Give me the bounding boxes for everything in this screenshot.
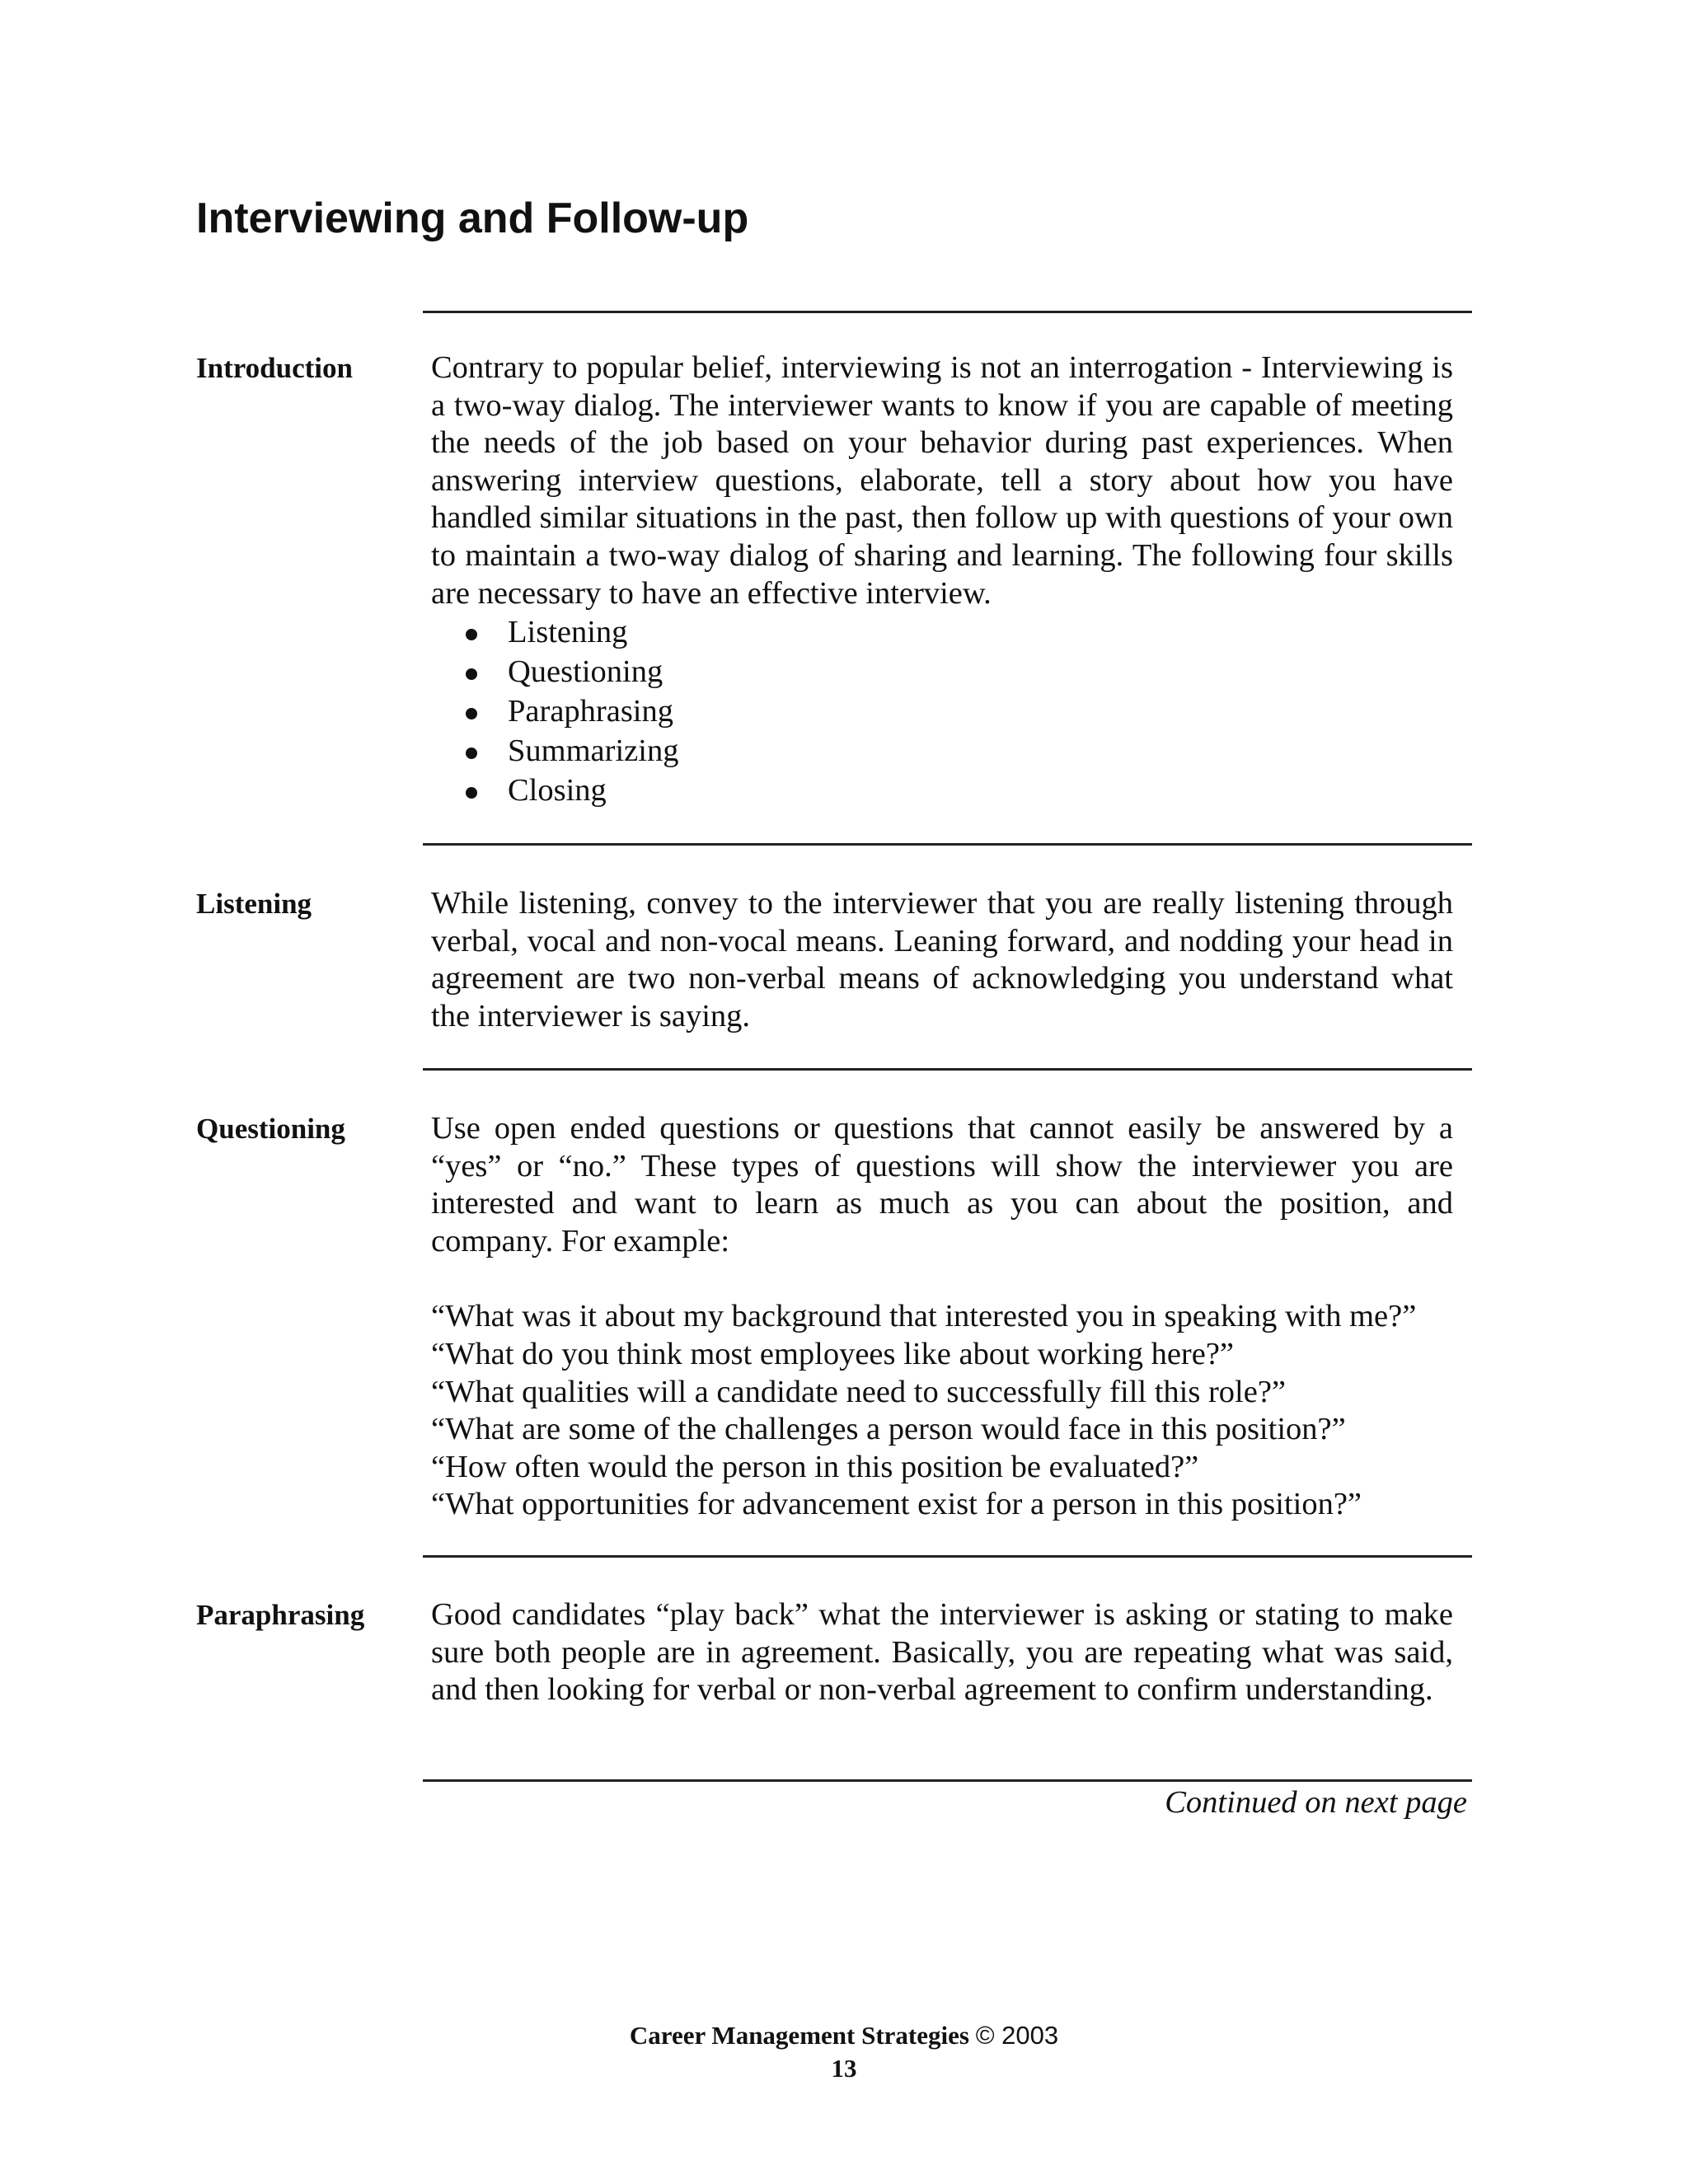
section-divider (423, 1779, 1472, 1782)
example-question: “What opportunities for advancement exist for a person in this position?” (431, 1487, 1362, 1522)
continued-note: Continued on next page (1165, 1785, 1467, 1820)
list-item: Summarizing (431, 731, 1453, 771)
paragraph-gap (431, 1260, 1453, 1298)
example-question: “What are some of the challenges a person would face in this position?” (431, 1412, 1346, 1447)
example-question: “What was it about my background that interested you in speaking with me?” (431, 1299, 1417, 1334)
paraphrasing-paragraph: Good candidates “play back” what the interviewer is asking or stating to make sure both people are in agreement. Basically, you are repeating what was said, and then looking for verbal or non-verbal agreement to confirm understanding. (431, 1597, 1453, 1708)
listening-paragraph: While listening, convey to the interviewer that you are really listening through verbal, vocal and non-vocal means. Leaning forward, and nodding your head in agreement are two non-verbal means of acknowledging you understand what the interviewer is saying. (431, 886, 1453, 1033)
section-body-questioning (431, 1110, 1453, 1524)
section-label-introduction: Introduction (196, 352, 353, 384)
page-number: 13 (831, 2054, 857, 2083)
list-item: Paraphrasing (431, 691, 1453, 731)
section-label-paraphrasing: Paraphrasing (196, 1599, 365, 1631)
footer-copyright: © 2003 (975, 2021, 1059, 2050)
section-label-questioning: Questioning (196, 1113, 345, 1145)
section-divider (423, 311, 1472, 313)
example-question: “What do you think most employees like about working here?” (431, 1336, 1235, 1371)
skills-list (431, 612, 1453, 810)
introduction-paragraph: Contrary to popular belief, interviewing is not an interrogation - Interviewing is a two-way dialog. The interviewer wants to know if you are capable of meeting the needs of the job based on your behavior during past experiences. When answering interview questions, elaborate, tell a story about how you have handled similar situations in the past, then follow up with questions of your own to maintain a two-way dialog of sharing and learning. The following four skills are necessary to have an effective interview. (431, 350, 1453, 611)
section-divider (423, 1555, 1472, 1558)
bullet-icon (466, 668, 477, 680)
section-body-paraphrasing (431, 1596, 1453, 1709)
page-title: Interviewing and Follow-up (196, 194, 749, 242)
section-divider (423, 1068, 1472, 1071)
example-question: “What qualities will a candidate need to successfully fill this role?” (431, 1374, 1286, 1409)
bullet-icon (466, 748, 477, 759)
bullet-icon (466, 787, 477, 799)
list-item: Listening (431, 612, 1453, 652)
list-item: Questioning (431, 652, 1453, 691)
section-body-listening (431, 885, 1453, 1035)
example-question: “How often would the person in this position be evaluated?” (431, 1449, 1199, 1484)
list-item: Closing (431, 771, 1453, 810)
section-divider (423, 843, 1472, 846)
section-label-listening: Listening (196, 888, 312, 920)
section-body-introduction (431, 349, 1453, 810)
bullet-icon (466, 708, 477, 719)
questioning-paragraph: Use open ended questions or questions that cannot easily be answered by a “yes” or “no.” These types of questions will show the interviewer you are interested and want to learn as much as you can about the position, and company. For example: (431, 1111, 1453, 1258)
page-footer (0, 2019, 1688, 2085)
footer-org: Career Management Strategies (629, 2021, 969, 2050)
bullet-icon (466, 629, 477, 640)
